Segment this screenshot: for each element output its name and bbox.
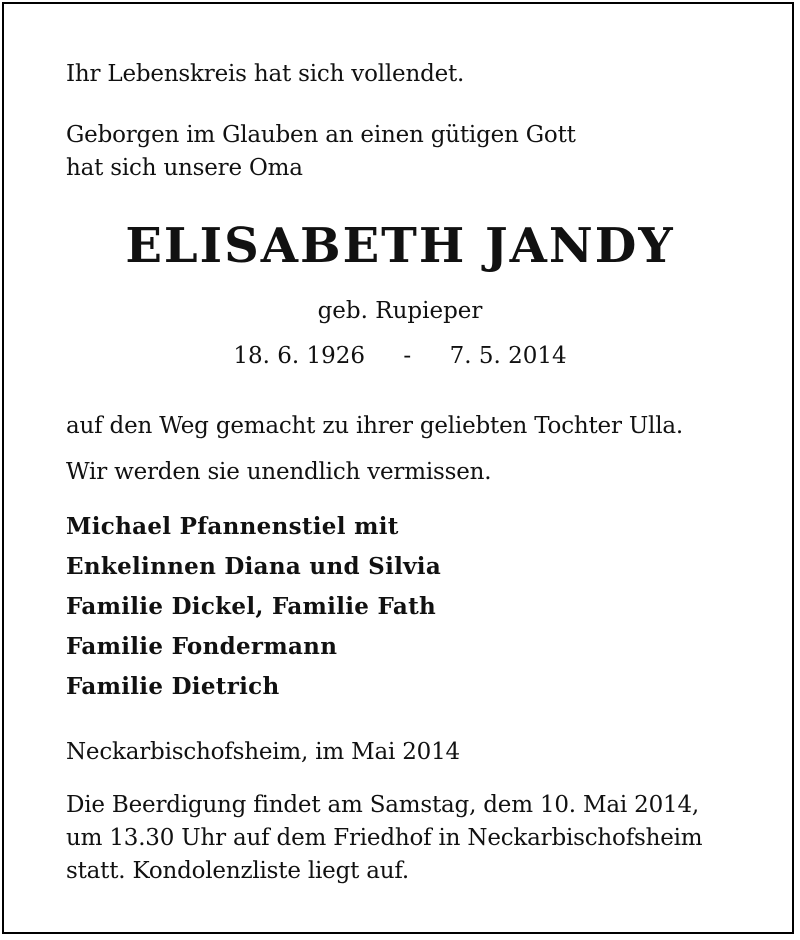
mourner-line: Enkelinnen Diana und Silvia <box>66 553 442 580</box>
life-dates <box>0 340 800 372</box>
mourner-line: Michael Pfannenstiel mit <box>66 513 399 540</box>
intro-text: Ihr Lebenskreis hat sich vollendet. <box>66 61 465 87</box>
mourner-line: Familie Dickel, Familie Fath <box>66 593 437 620</box>
journey-text: auf den Weg gemacht zu ihrer geliebten Tochter Ulla. <box>66 413 683 439</box>
miss-text: Wir werden sie unendlich vermissen. <box>66 459 492 485</box>
funeral-text-line-3: statt. Kondolenzliste liegt auf. <box>66 858 409 884</box>
deceased-name: ELISABETH JANDY <box>125 218 675 274</box>
funeral-text-line-1: Die Beerdigung findet am Samstag, dem 10. Mai 2014, <box>66 792 700 818</box>
faith-text-line-1: Geborgen im Glauben an einen gütigen Gott <box>66 122 576 148</box>
mourner-line: Familie Dietrich <box>66 673 280 700</box>
funeral-text-line-2: um 13.30 Uhr auf dem Friedhof in Neckarbischofsheim <box>66 825 703 851</box>
date-separator: - <box>403 343 412 369</box>
faith-text-line-2: hat sich unsere Oma <box>66 155 303 181</box>
death-date: 7. 5. 2014 <box>449 343 567 369</box>
place-date: Neckarbischofsheim, im Mai 2014 <box>66 739 460 765</box>
birth-date: 18. 6. 1926 <box>233 343 365 369</box>
mourner-line: Familie Fondermann <box>66 633 338 660</box>
maiden-name: geb. Rupieper <box>317 298 483 324</box>
